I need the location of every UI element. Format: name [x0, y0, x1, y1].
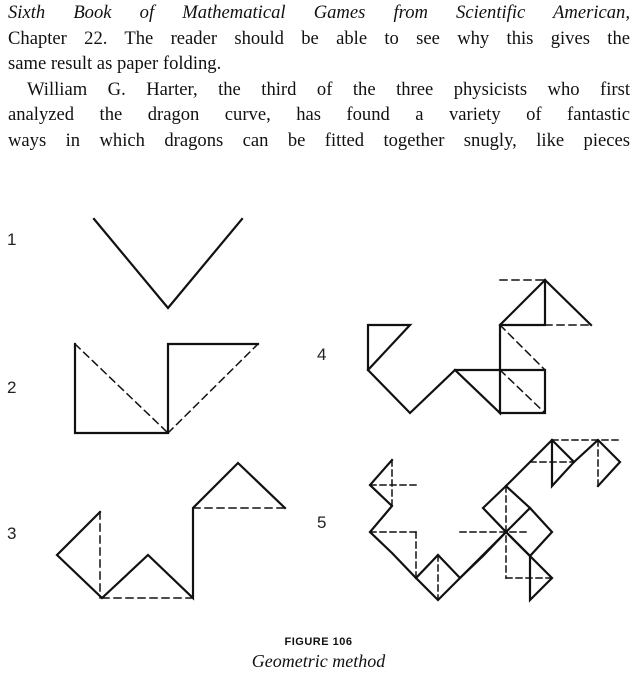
dragon-step-2-dash-a — [75, 344, 168, 433]
text-line-2: Chapter 22. The reader should be able to see why this gives the — [8, 27, 630, 49]
text-line-6: ways in which dragons can be fitted together snugly, like pieces — [8, 129, 630, 151]
dragon-step-4-solid — [368, 280, 591, 413]
dragon-step-3-solid — [57, 463, 285, 598]
figure-label-3: 3 — [7, 524, 17, 543]
dragon-step-2-solid — [75, 344, 258, 433]
dragon-step-5-solid-b — [416, 532, 552, 600]
figure-subtitle: Geometric method — [251, 651, 386, 671]
figure-label-5: 5 — [317, 513, 327, 532]
text-line-4: William G. Harter, the third of the three physicists who first — [27, 78, 630, 100]
dragon-step-1-solid — [94, 219, 242, 308]
figure-label-4: 4 — [317, 345, 327, 364]
figure-label-2: 2 — [7, 378, 17, 397]
text-line-3: same result as paper folding. — [8, 53, 222, 75]
text-line-5: analyzed the dragon curve, has found a variety of fantastic — [8, 104, 630, 126]
dragon-step-2-dash-b — [168, 344, 258, 433]
dragon-step-4-dash-e — [500, 325, 545, 370]
dragon-step-4-dash-h — [500, 370, 545, 413]
dragon-step-5-solid-d — [552, 440, 574, 486]
figure-title: FIGURE 106 — [284, 636, 353, 648]
figure-label-1: 1 — [7, 230, 17, 249]
dragon-step-5-solid — [370, 440, 620, 578]
text-line-1: Sixth Book of Mathematical Games from Scientific American, — [8, 2, 630, 23]
